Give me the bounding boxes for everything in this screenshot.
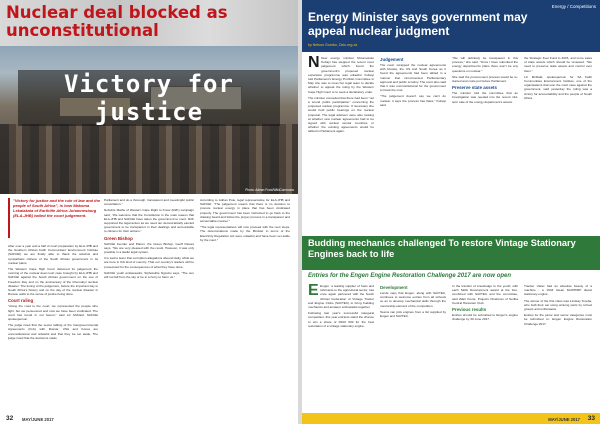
paragraph: She said the procurement process would be re-started and costs put before Parliament.: [452, 74, 518, 84]
paragraph: "We will definitely be transparent in this process," she said. "Once I have submitted the energy department's plans there won't be any questions on nuclear.": [452, 56, 518, 73]
headline-band: [0, 0, 298, 46]
feature-subhead: Entries for the Engen Engine Restoration Challenge 2017 are now open: [308, 273, 512, 279]
paragraph: The minister conceded that there had been "not a sound public participation" concerning the proposed nuclear programme. If necessary she would hold public hearings on the nuclear proposal. The legal advisers were also looking at whether new nuclear agreements had to be signed with nuclear vendor countries, or whether the existing agreements would be tabled in Parliament again.: [308, 95, 374, 134]
paragraph: "Along the road to the court, we represented the people who fight, but we persevered and now we have been vindicated. The court has found in our favour," said Liz McDaid, SAFCEI spokesperson.: [8, 304, 98, 322]
subheading-judgement: Judgement: [380, 57, 404, 62]
lead-paragraph: [308, 56, 374, 94]
right-column-1: [308, 56, 374, 232]
paragraph: According to Adrian Pole, legal representative for ELA-JHB and SAFCEI: "The judgement means that there is no decision to procure nuclear energy in place that has been vindicated properly. The government has been instructed to go back to the drawing board and follow the proper process in a transparent and accountable manner.": [200, 198, 290, 224]
paragraph: In the transfer of knowledge to the youth, with each Skills Development award at the fore, combined with SAVTEC and the committee, said Zakir Kunte, Projects Chairman of Seriba Central Harvester Club.: [452, 284, 518, 305]
paragraph: Entries for the junior and senior categories must be submitted to: Engen Engine Restoration Challenge 2017.: [524, 313, 592, 326]
paragraph: SAFCEI youth ambassador, Siphokuhle Ngcobo says, "The sun will not fall from the sky or be in a hurry to harm us.": [104, 270, 194, 280]
lead-text: New energy minister Mmamoloko Kubayi has stepped the recent court judgement which found the government's proposed nuclear expansion programme was unlawful. Kubayi told Parliament's Energy Portfolio Committee in May she was to meet her legal team to decide whether to appeal the ruling by the Western Cape High Court or to seek a declaratory order.: [308, 56, 374, 94]
paragraph: SAFCEI founder and Patron, the Green Bishop, Geoff Davies says, "We are very pleased with the result. However, it was only possible in a lawful legal system.: [104, 241, 194, 255]
paragraph: Tracker Ulster had an absolute beauty of a machine - a 1934 Glean McWHIRP diesel stationary engine.: [524, 284, 592, 297]
issue-date: MAY/JUNE 2017: [22, 416, 54, 422]
paragraph: The minister told the committee that an investigation was needed into the recent mid-term sale of the energy department's assets.: [452, 91, 518, 104]
paragraph: the Strategic Fuel Fund in 2015, and more sales of state assets which should be reviewed. "We need to preserve state assets and control over them.": [524, 56, 592, 73]
page-number: 32: [6, 415, 14, 422]
paragraph: "The legal representatives will now proceed with the next steps. The determinations made by the Minister in terms of the Electricity Regulation Act were unlawful and have been set aside by the court.": [200, 225, 290, 242]
right-column-4: [524, 56, 592, 232]
page-number: 33: [587, 415, 595, 422]
paragraph: Teams can pick engines from a list supplied by Engen and SAVTEC.: [380, 309, 446, 319]
section-label: Energy / Competitions: [551, 4, 596, 9]
subheading-green-bishop: Green Bishop: [104, 235, 133, 241]
victory-banner: Victory for justice: [18, 70, 280, 126]
paragraph: The Western Cape High Court delivered its judgement the morning of the nuclear deal court case brought by ELA-JHB and SAFCEI against the South African government on the eve of Freedom Day and on the anniversary of the Chernobyl nuclear disaster. The timing of the judgement, before the important day in South Africa's history and on the day of the nuclear disaster in Russia, adds to the sense of justice being done.: [8, 267, 98, 297]
protest-photo: [0, 46, 298, 194]
paragraph: It is sad to learn that corruption allegations abound daily, while we are here in this kind of country. That our country's leaders will be prosecuted for the consequences of what they have done.: [104, 256, 194, 269]
paragraph: Following last year's successful inaugural competition, this year entrants stand the chance to win a share of R100 000 for the best restoration of a vintage stationary engine.: [308, 311, 374, 328]
lead-paragraph: [308, 284, 374, 309]
subheading-development: Development: [380, 285, 408, 290]
feature-column-3: [452, 284, 518, 410]
paragraph: Lende says that Engen, along with SAVTEC, continues to welcome entries from all schools so as to develop mechanical skills through the mentorship element of the competition.: [380, 291, 446, 308]
paragraph: The court scrapped the nuclear agreements with Russia, the US and South Korea as it found the agreements had been tabled in a manner that circumvented Parliamentary approval and public scrutiny. The court also said that it was unconstitutional for the government to block the cost.: [380, 63, 446, 93]
paragraph: Entries should be submitted to Engen's engine challenge by 30 June 2017.: [452, 313, 518, 322]
headline-band: [302, 0, 600, 52]
page-headline: Nuclear deal blocked as unconstitutional: [6, 3, 228, 40]
paragraph: Parliament and do a thorough, transparent and meaningful public consultation.": [104, 198, 194, 207]
paragraph: Liz McDaid, spokesperson for SA Faith Communities Environment Institute, one of the organisations that won the court case against the government, said yesterday the ruling was a victory for accountability and the people of South Africa.: [524, 74, 592, 100]
issue-date: MAY/JUNE 2017: [548, 416, 580, 422]
left-footer: [0, 413, 298, 424]
paragraph: "The judgement doesn't say we can't do nuclear, it says the process has flaws," Kubayi said.: [380, 94, 446, 107]
paragraph: The winner of the first class was Lindsay Tereba, who built their car using winning parts by school groups and enthusiasts.: [524, 298, 592, 312]
pull-quote-text: "Victory for justice and the rule of law and the people of South Africa", is how Makoma Lekalakala of Earthlife Africa Johannesburg (ELA-JHB) hailed the court judgement.: [13, 198, 101, 218]
feature-column-4: [524, 284, 592, 410]
feature-band: [302, 236, 600, 270]
right-footer: [302, 413, 600, 424]
lead-text: Engen, a leading supplier of fuels and lubricants to the agricultural sector, has once again partnered with the South African Federation of Vintage Tractor and Engine Clubs (SAVTEC) to bring budding mechanics and amateur enthusiasts together.: [308, 284, 374, 310]
photo-caption: Photo: Adrian Frost/WikiCommons: [245, 188, 294, 192]
left-column-2: [104, 198, 194, 412]
left-column-3: [200, 198, 290, 412]
paragraph: After over a year and a half of court preparation by ELA-JHB and the Southern African Faith Communities' Environment Institute (SAFCEI) we are finally able to thank the activists and sympathetic citizens of the South African government in its nuclear plans.: [8, 244, 98, 265]
pull-quote: [8, 198, 105, 238]
subheading-preserve-assets: Preserve state assets: [452, 85, 497, 91]
subheading-previous-results: Previous results: [452, 307, 487, 313]
byline: by Nelson Gumbo, Ociu.org.za: [308, 43, 358, 47]
right-column-2: [380, 56, 446, 232]
page-headline: Energy Minister says government may appeal nuclear judgment: [308, 10, 528, 38]
right-column-3: [452, 56, 518, 232]
drop-cap: E: [308, 284, 319, 299]
paragraph: Nobuhle Mathe of Western Cape Right to Know (R2K) campaign said, "We welcome that the Constitution is the main reason that ELA-JHB and SAFCEI have taken the government to court. R2K supported the legal action as we need our democratically elected government to be transparent in their dealings and accountable to citizens for their actions.": [104, 208, 194, 234]
feature-column-1: [308, 284, 374, 410]
feature-headline: Budding mechanics challenged To restore Vintage Stationary Engines back to life: [308, 238, 576, 259]
feature-column-2: [380, 284, 446, 410]
right-page: [302, 0, 600, 424]
drop-cap: N: [308, 56, 320, 71]
left-page: [0, 0, 298, 424]
left-column-1: [8, 244, 98, 412]
subheading-court-ruling: Court ruling: [8, 298, 34, 304]
paragraph: The judge ruled that the secret tabling of the Intergovernmental Agreements (IGA) with Russia, USA and Korea are unconstitutional and unlawful and that they be set aside. The judge ruled that the decisions made: [8, 323, 98, 340]
